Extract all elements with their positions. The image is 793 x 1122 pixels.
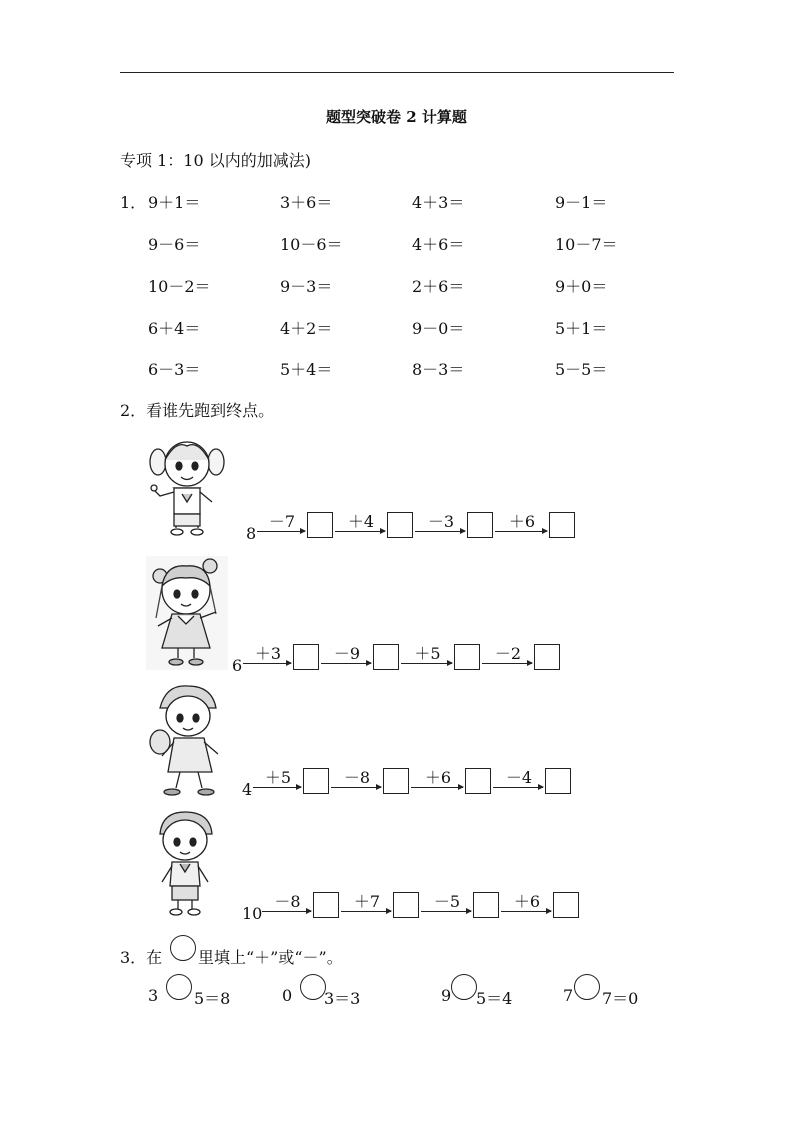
chain-operation-label: －8: [343, 768, 371, 787]
q3-left-number: 9: [441, 986, 452, 1005]
operator-circle-input[interactable]: [451, 974, 477, 1000]
operator-circle-input[interactable]: [166, 974, 192, 1000]
equation-item: 4＋2＝: [280, 319, 333, 338]
chain-operation-label: －5: [433, 892, 461, 911]
answer-box[interactable]: [393, 892, 419, 918]
q1-number: 1．: [120, 193, 147, 212]
chain-operation-label: －9: [333, 644, 361, 663]
q2-prompt: 2．看谁先跑到终点。: [120, 401, 275, 420]
q3-prompt-start: 3．在: [120, 948, 163, 967]
section-heading: 专项 1：10 以内的加减法): [120, 151, 311, 170]
equation-item: 5＋4＝: [280, 360, 333, 379]
answer-box[interactable]: [383, 768, 409, 794]
answer-box[interactable]: [373, 644, 399, 670]
equation-item: 9－0＝: [412, 319, 465, 338]
chain-operation-label: －7: [268, 512, 296, 531]
equation-item: 2＋6＝: [412, 277, 465, 296]
answer-box[interactable]: [387, 512, 413, 538]
equation-item: 9＋1＝: [148, 193, 201, 212]
boy-cap-illustration: [152, 810, 218, 916]
chain-operation-label: ＋6: [508, 512, 536, 531]
answer-box[interactable]: [553, 892, 579, 918]
chain-operation-label: ＋4: [347, 512, 375, 531]
equation-item: 3＋6＝: [280, 193, 333, 212]
equation-item: 9－6＝: [148, 235, 201, 254]
equation-item: 5－5＝: [555, 360, 608, 379]
answer-box[interactable]: [465, 768, 491, 794]
q3-left-number: 3: [148, 986, 159, 1005]
sample-circle-icon: [170, 935, 196, 961]
equation-item: 4＋6＝: [412, 235, 465, 254]
chain-operation-label: ＋5: [414, 644, 441, 663]
chain-operation-label: ＋3: [254, 644, 282, 663]
girl-pigtails-illustration: [146, 436, 228, 540]
equation-item: 9－3＝: [280, 277, 333, 296]
answer-box[interactable]: [454, 644, 480, 670]
chain-operation-label: ＋7: [353, 892, 381, 911]
answer-box[interactable]: [473, 892, 499, 918]
answer-box[interactable]: [545, 768, 571, 794]
equation-item: 6＋4＝: [148, 319, 201, 338]
answer-box[interactable]: [534, 644, 560, 670]
equation-item: 10－6＝: [280, 235, 343, 254]
answer-box[interactable]: [549, 512, 575, 538]
chain-start-number: 8: [246, 524, 257, 543]
equation-item: 5＋1＝: [555, 319, 608, 338]
answer-box[interactable]: [307, 512, 333, 538]
q3-right-expression: 3＝3: [324, 989, 361, 1008]
operator-circle-input[interactable]: [574, 974, 600, 1000]
page-title: 题型突破卷 2 计算题: [326, 108, 467, 126]
chain-operation-label: －4: [505, 768, 533, 787]
q3-left-number: 7: [563, 986, 574, 1005]
chain-operation-label: ＋5: [264, 768, 292, 787]
answer-box[interactable]: [313, 892, 339, 918]
operator-circle-input[interactable]: [300, 974, 326, 1000]
equation-item: 10－2＝: [148, 277, 211, 296]
chain-start-number: 4: [242, 780, 253, 799]
equation-item: 9－1＝: [555, 193, 608, 212]
answer-box[interactable]: [467, 512, 493, 538]
chain-operation-label: －8: [274, 892, 301, 911]
equation-item: 9＋0＝: [555, 277, 608, 296]
equation-item: 8－3＝: [412, 360, 465, 379]
chain-operation-label: ＋6: [424, 768, 452, 787]
answer-box[interactable]: [293, 644, 319, 670]
chain-start-number: 10: [242, 904, 263, 923]
chain-operation-label: －3: [427, 512, 455, 531]
answer-box[interactable]: [303, 768, 329, 794]
q3-prompt-end: 里填上“＋”或“－”。: [198, 948, 343, 967]
q3-right-expression: 5＝8: [194, 989, 231, 1008]
chain-start-number: 6: [232, 656, 243, 675]
equation-item: 6－3＝: [148, 360, 201, 379]
chain-operation-label: －2: [494, 644, 522, 663]
q3-left-number: 0: [282, 986, 293, 1005]
girl-hat-illustration: [146, 682, 228, 798]
q3-right-expression: 5＝4: [476, 989, 513, 1008]
chain-operation-label: ＋6: [513, 892, 541, 911]
girl-dress-illustration: [146, 556, 228, 670]
equation-item: 10－7＝: [555, 235, 618, 254]
q3-right-expression: 7＝0: [602, 989, 639, 1008]
header-rule: [120, 72, 674, 73]
equation-item: 4＋3＝: [412, 193, 465, 212]
